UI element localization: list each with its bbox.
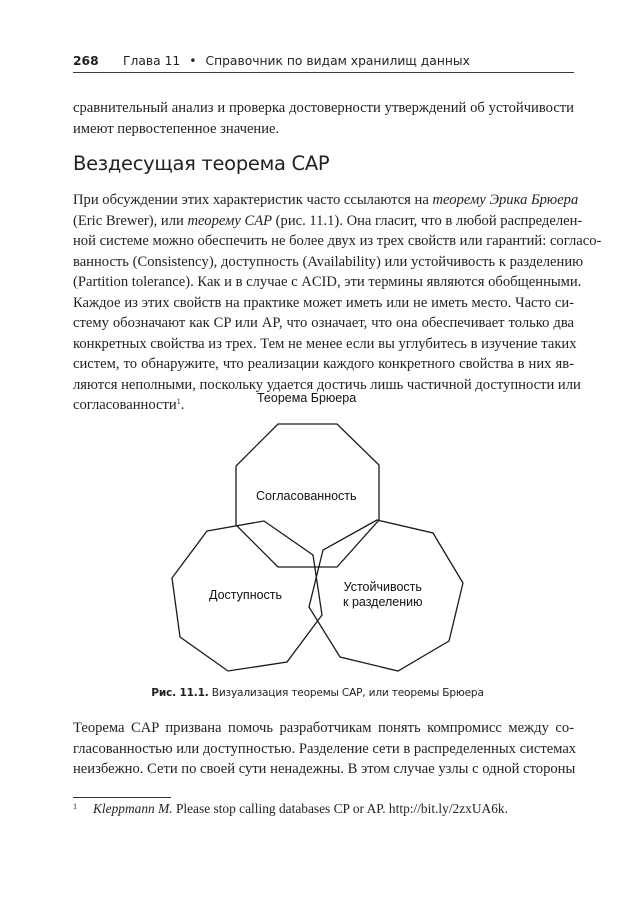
footnote-author: Kleppmann M. xyxy=(93,801,173,816)
footnote-reference[interactable]: 1 xyxy=(176,397,181,406)
footnote-marker: 1 xyxy=(73,802,77,811)
text-line: ной системе можно обеспечить не более двух из трех свойств или гарантий: согласо- xyxy=(73,233,602,249)
text-span: При обсуждении этих характеристик часто ссылаются на xyxy=(73,192,433,208)
footnote xyxy=(73,801,508,817)
caption-text: Визуализация теоремы CAP, или теоремы Брюера xyxy=(208,687,484,699)
consistency-label: Согласованность xyxy=(256,489,357,503)
partition-label-line1: Устойчивость xyxy=(343,580,422,594)
header-separator: • xyxy=(189,54,197,68)
caption-number: Рис. 11.1. xyxy=(151,687,209,699)
text-line: гласованностью или доступностью. Разделение сети в распределенных системах xyxy=(73,740,577,757)
intro-paragraph xyxy=(73,98,574,139)
running-header xyxy=(73,52,574,73)
partition-label-line2: к разделению xyxy=(343,595,423,609)
section-heading: Вездесущая теорема CAP xyxy=(73,152,330,175)
text-line: (Partition tolerance). Как и в случае с ACID, эти термины являются обобщенными. xyxy=(73,274,582,290)
page-number: 268 xyxy=(73,54,99,68)
text-line: имеют первостепенное значение. xyxy=(73,120,280,137)
text-span: согласованности xyxy=(73,397,177,413)
text-line: Теорема CAP призвана помочь разработчикам понять компромисс между со- xyxy=(73,720,574,736)
text-line xyxy=(73,211,583,232)
text-line xyxy=(73,190,579,211)
figure-caption xyxy=(0,687,635,699)
text-span: (рис. 11.1). Она гласит, что в любой распределен- xyxy=(272,212,583,229)
text-span: . xyxy=(180,397,185,413)
footnote-divider xyxy=(73,797,171,798)
text-line: конкретных свойства из трех. Тем не менее если вы углубитесь в изучение таких xyxy=(73,335,577,352)
chapter-label: Глава 11 xyxy=(123,54,181,68)
cap-purpose-paragraph xyxy=(73,718,577,780)
text-line: неизбежно. Сети по своей сути ненадежны. В этом случае узлы с одной стороны xyxy=(73,761,576,777)
text-line: сравнительный анализ и проверка достоверности утверждений об устойчивости xyxy=(73,100,574,116)
diagram-title: Теорема Брюера xyxy=(257,391,357,405)
partition-tolerance-label xyxy=(343,580,423,610)
text-line: стему обозначают как CP или AP, что означает, что она обеспечивает только два xyxy=(73,315,574,331)
text-line: ванность (Consistency), доступность (Availability) или устойчивость к разделению xyxy=(73,253,584,270)
cap-diagram-figure xyxy=(0,380,635,680)
emphasis-cap-theorem: теорему CAP xyxy=(187,212,273,229)
chapter-title: Справочник по видам хранилищ данных xyxy=(205,54,470,68)
footnote-text: Please stop calling databases CP or AP. http://bit.ly/2zxUA6k. xyxy=(172,801,508,816)
text-line: Каждое из этих свойств на практике может иметь или не иметь место. Часто си- xyxy=(73,294,574,311)
availability-label: Доступность xyxy=(209,588,283,602)
text-line: систем, то обнаружите, что реализации каждого конкретного свойства в них яв- xyxy=(73,356,574,372)
emphasis-brewer-theorem: теорему Эрика Брюера xyxy=(432,192,579,208)
text-span: (Eric Brewer), или xyxy=(73,212,188,229)
text-line: ляются неполными, поскольку удается достичь лишь частичной доступности или xyxy=(73,376,581,393)
cap-diagram xyxy=(0,380,635,680)
